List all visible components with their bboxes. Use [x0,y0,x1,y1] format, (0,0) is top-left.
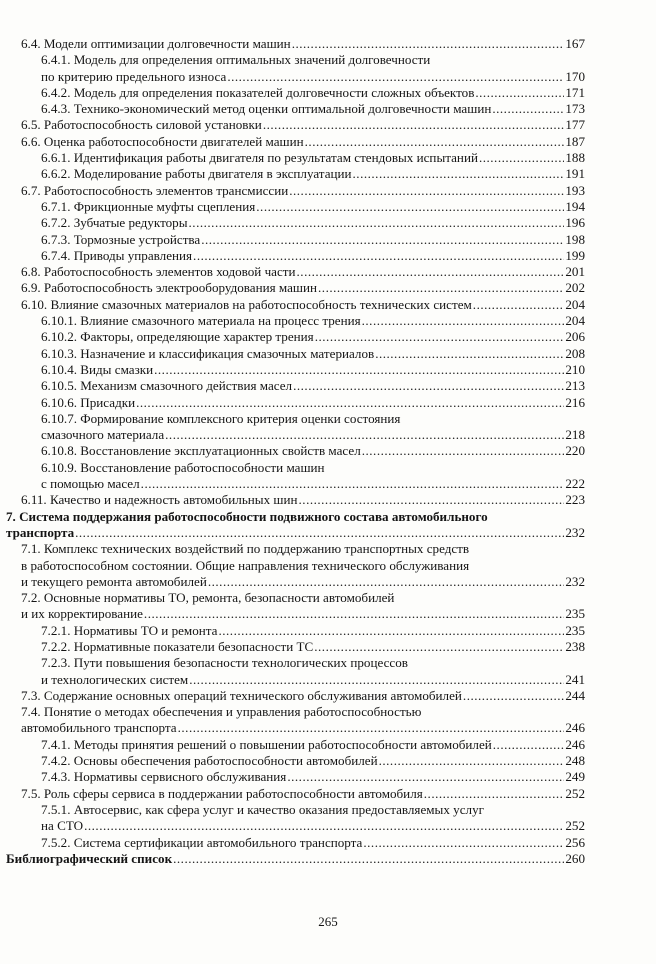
toc-entry-page: 252 [565,818,585,834]
toc-entry [6,769,585,785]
toc-entry-title: 6.11. Качество и надежность автомобильных шин [21,492,298,508]
toc-entry-title: 6.4. Модели оптимизации долговечности машин [21,36,291,51]
toc-entry-title: 6.6. Оценка работоспособности двигателей машин [21,133,304,149]
toc-entry [6,672,585,688]
toc-leader-dots [299,492,565,508]
toc-entry-page: 256 [565,834,585,850]
toc-entry [6,52,585,68]
toc-entry-page: 249 [565,769,585,785]
toc-entry-title: 7.4.2. Основы обеспечения работоспособности автомобилей [41,753,378,769]
toc-entry [6,248,585,264]
toc-entry [6,427,585,443]
toc-entry-title: и технологических систем [41,671,189,687]
toc-entry-title: 6.10.5. Механизм смазочного действия масел [41,378,293,394]
toc-leader-dots [473,297,565,313]
toc-leader-dots [287,769,564,785]
toc-leader-dots [318,280,564,296]
toc-entry-title: 7.4.1. Методы принятия решений о повышении работоспособности автомобилей [41,736,492,752]
toc-entry [6,818,585,834]
toc-entry-page: 220 [565,443,585,459]
toc-leader-dots [136,395,564,411]
toc-entry-page: 232 [565,524,585,540]
toc-entry [6,639,585,655]
toc-entry [6,688,585,704]
toc-entry-page: 204 [565,296,585,312]
toc-entry [6,558,585,574]
toc-leader-dots [475,85,564,101]
toc-entry [6,395,585,411]
toc-entry-title: 6.10.2. Факторы, определяющие характер трения [41,329,314,345]
toc-entry [6,166,585,182]
toc-entry-page: 206 [565,329,585,345]
toc-entry [6,574,585,590]
toc-entry [6,835,585,851]
toc-entry [6,411,585,427]
toc-leader-dots [363,835,564,851]
toc-entry [6,69,585,85]
toc-entry-page: 177 [565,117,585,133]
toc-entry-title: 6.4.2. Модель для определения показателей долговечности сложных объектов [41,84,475,100]
toc-entry [6,492,585,508]
toc-entry-title: 6.6.2. Моделирование работы двигателя в эксплуатации [41,166,352,182]
toc-entry [6,346,585,362]
page-number: 265 [318,914,338,929]
toc-leader-dots [293,378,564,394]
toc-entry-title: 6.4.3. Технико-экономический метод оценки оптимальной долговечности машин [41,101,492,117]
toc-leader-dots [75,525,564,541]
toc-leader-dots [315,329,565,345]
toc-entry-title: 6.7.1. Фрикционные муфты сцепления [41,198,256,214]
toc-entry [6,378,585,394]
toc-entry-title: в работоспособном состоянии. Общие направления технического обслуживания [21,557,470,573]
toc-entry-title: 6.7. Работоспособность элементов трансмиссии [21,182,289,198]
toc-entry-title: с помощью масел [41,476,140,492]
toc-entry [6,362,585,378]
toc-entry-title: автомобильного транспорта [21,720,177,736]
toc-entry-page: 246 [565,736,585,752]
toc-entry-page: 199 [565,247,585,263]
toc-entry [6,117,585,133]
toc-leader-dots [424,786,565,802]
toc-entry-page: 218 [565,427,585,443]
toc-entry [6,590,585,606]
toc-entry [6,85,585,101]
toc-leader-dots [362,313,565,329]
toc-entry-title: транспорта [6,524,75,540]
toc-entry-page: 222 [565,476,585,492]
toc-entry-title: 7.2.3. Пути повышения безопасности технологических процессов [41,655,408,671]
toc-entry [6,101,585,117]
toc-entry [6,232,585,248]
toc-leader-dots [193,248,564,264]
toc-leader-dots [165,427,564,443]
toc-entry-page: 198 [565,231,585,247]
toc-entry [6,525,585,541]
toc-leader-dots [154,362,564,378]
toc-entry [6,199,585,215]
toc-entry-title: и текущего ремонта автомобилей [21,573,207,589]
toc-entry-page: 193 [565,182,585,198]
toc-leader-dots [227,69,564,85]
toc-entry-title: 6.10.9. Восстановление работоспособности машин [41,459,325,475]
toc-entry [6,460,585,476]
toc-entry-page: 188 [565,150,585,166]
toc-entry [6,655,585,671]
toc-leader-dots [463,688,564,704]
toc-entry [6,802,585,818]
toc-entry-title: 6.10. Влияние смазочных материалов на работоспособность технических систем [21,296,472,312]
toc-entry [6,476,585,492]
toc-entry-title: 6.8. Работоспособность элементов ходовой части [21,264,296,280]
toc-entry [6,150,585,166]
toc-entry-title: по критерию предельного износа [41,68,227,84]
toc-entry-title: 6.10.4. Виды смазки [41,361,154,377]
toc-entry-title: 7.5. Роль сферы сервиса в поддержании работоспособности автомобиля [21,785,423,801]
toc-leader-dots [479,150,564,166]
toc-entry-title: 6.10.6. Присадки [41,394,136,410]
toc-entry-page: 252 [565,785,585,801]
toc-entry-page: 232 [565,573,585,589]
toc-leader-dots [218,623,564,639]
toc-leader-dots [362,443,565,459]
toc-entry [6,443,585,459]
toc-entry-title: 7. Система поддержания работоспособности подвижного состава автомобильного [6,508,488,524]
toc-entry-page: 201 [565,264,585,280]
toc-entry-title: 7.5.1. Автосервис, как сфера услуг и качество оказания предоставляемых услуг [41,801,484,817]
toc-leader-dots [263,117,565,133]
toc-entry-page: 246 [565,720,585,736]
toc-entry-title: 6.4.1. Модель для определения оптимальных значений долговечности [41,52,431,68]
toc-entry-page: 244 [565,687,585,703]
toc-leader-dots [189,215,565,231]
toc-entry-page: 238 [565,638,585,654]
toc-leader-dots [314,639,564,655]
toc-entry-title: 7.4.3. Нормативы сервисного обслуживания [41,769,287,785]
toc-entry [6,606,585,622]
toc-leader-dots [353,166,565,182]
toc-leader-dots [297,264,565,280]
toc-leader-dots [141,476,565,492]
toc-entry-page: 202 [565,280,585,296]
toc-entry-title: 6.6.1. Идентификация работы двигателя по результатам стендовых испытаний [41,150,478,166]
toc-entry-page: 216 [565,394,585,410]
toc-entry [6,786,585,802]
toc-entry-title: Библиографический список [6,850,173,866]
toc-entry-page: 210 [565,361,585,377]
toc-entry-title: 6.7.3. Тормозные устройства [41,231,201,247]
toc-leader-dots [208,574,565,590]
toc-entry [6,737,585,753]
toc-entry-title: 7.5.2. Система сертификации автомобильного транспорта [41,834,363,850]
toc-entry [6,753,585,769]
toc-entry-page: 194 [565,198,585,214]
toc-entry-title: 6.10.7. Формирование комплексного критерия оценки состояния [41,410,401,426]
toc-entry-title: 6.9. Работоспособность электрооборудования машин [21,280,318,296]
toc-entry-title: и их корректирование [21,606,143,622]
toc-entry [6,509,585,525]
table-of-contents [6,36,585,867]
toc-entry-page: 248 [565,753,585,769]
toc-entry-title: 6.5. Работоспособность силовой установки [21,117,262,133]
toc-entry-page: 235 [565,606,585,622]
toc-leader-dots [292,36,565,52]
toc-entry-page: 187 [565,133,585,149]
toc-entry-page: 241 [565,671,585,687]
toc-entry [6,280,585,296]
toc-entry-page: 235 [565,622,585,638]
toc-entry [6,297,585,313]
toc-entry-page: 213 [565,378,585,394]
toc-entry-title: 7.2. Основные нормативы ТО, ремонта, безопасности автомобилей [21,590,395,606]
toc-entry [6,313,585,329]
toc-leader-dots [493,737,565,753]
toc-entry [6,623,585,639]
toc-entry [6,215,585,231]
toc-leader-dots [201,232,564,248]
toc-leader-dots [189,672,564,688]
toc-leader-dots [375,346,564,362]
toc-entry-page: 173 [565,101,585,117]
toc-entry-page: 196 [565,215,585,231]
toc-entry [6,720,585,736]
toc-leader-dots [305,134,565,150]
toc-entry [6,183,585,199]
toc-entry-page: 191 [565,166,585,182]
toc-entry-title: 6.10.3. Назначение и классификация смазочных материалов [41,345,375,361]
toc-entry [6,36,585,52]
toc-entry-page: 170 [565,68,585,84]
toc-entry-page: 223 [565,492,585,508]
toc-leader-dots [84,818,564,834]
toc-entry-page: 260 [565,850,585,866]
toc-leader-dots [256,199,564,215]
toc-entry-title: 6.7.4. Приводы управления [41,247,193,263]
toc-entry-page: 167 [565,36,585,51]
toc-entry-page: 171 [565,84,585,100]
toc-entry [6,541,585,557]
toc-entry [6,704,585,720]
toc-leader-dots [144,606,564,622]
toc-leader-dots [178,720,565,736]
toc-entry-title: 7.3. Содержание основных операций технического обслуживания автомобилей [21,687,462,703]
toc-entry [6,264,585,280]
toc-leader-dots [379,753,565,769]
toc-entry-title: 6.10.8. Восстановление эксплуатационных свойств масел [41,443,361,459]
toc-entry [6,329,585,345]
toc-entry-page: 204 [565,313,585,329]
toc-entry-page: 208 [565,345,585,361]
toc-entry-title: 7.1. Комплекс технических воздействий по поддержанию транспортных средств [21,541,470,557]
toc-leader-dots [289,183,564,199]
toc-entry-title: 6.7.2. Зубчатые редукторы [41,215,188,231]
toc-entry-title: 6.10.1. Влияние смазочного материала на процесс трения [41,313,361,329]
toc-entry-title: на СТО [41,818,84,834]
toc-entry [6,851,585,867]
toc-entry [6,134,585,150]
toc-entry-title: 7.2.1. Нормативы ТО и ремонта [41,622,218,638]
toc-entry-title: смазочного материала [41,427,165,443]
toc-leader-dots [492,101,564,117]
toc-entry-title: 7.2.2. Нормативные показатели безопасности ТС [41,638,314,654]
toc-entry-title: 7.4. Понятие о методах обеспечения и управления работоспособностью [21,704,422,720]
toc-leader-dots [173,851,564,867]
